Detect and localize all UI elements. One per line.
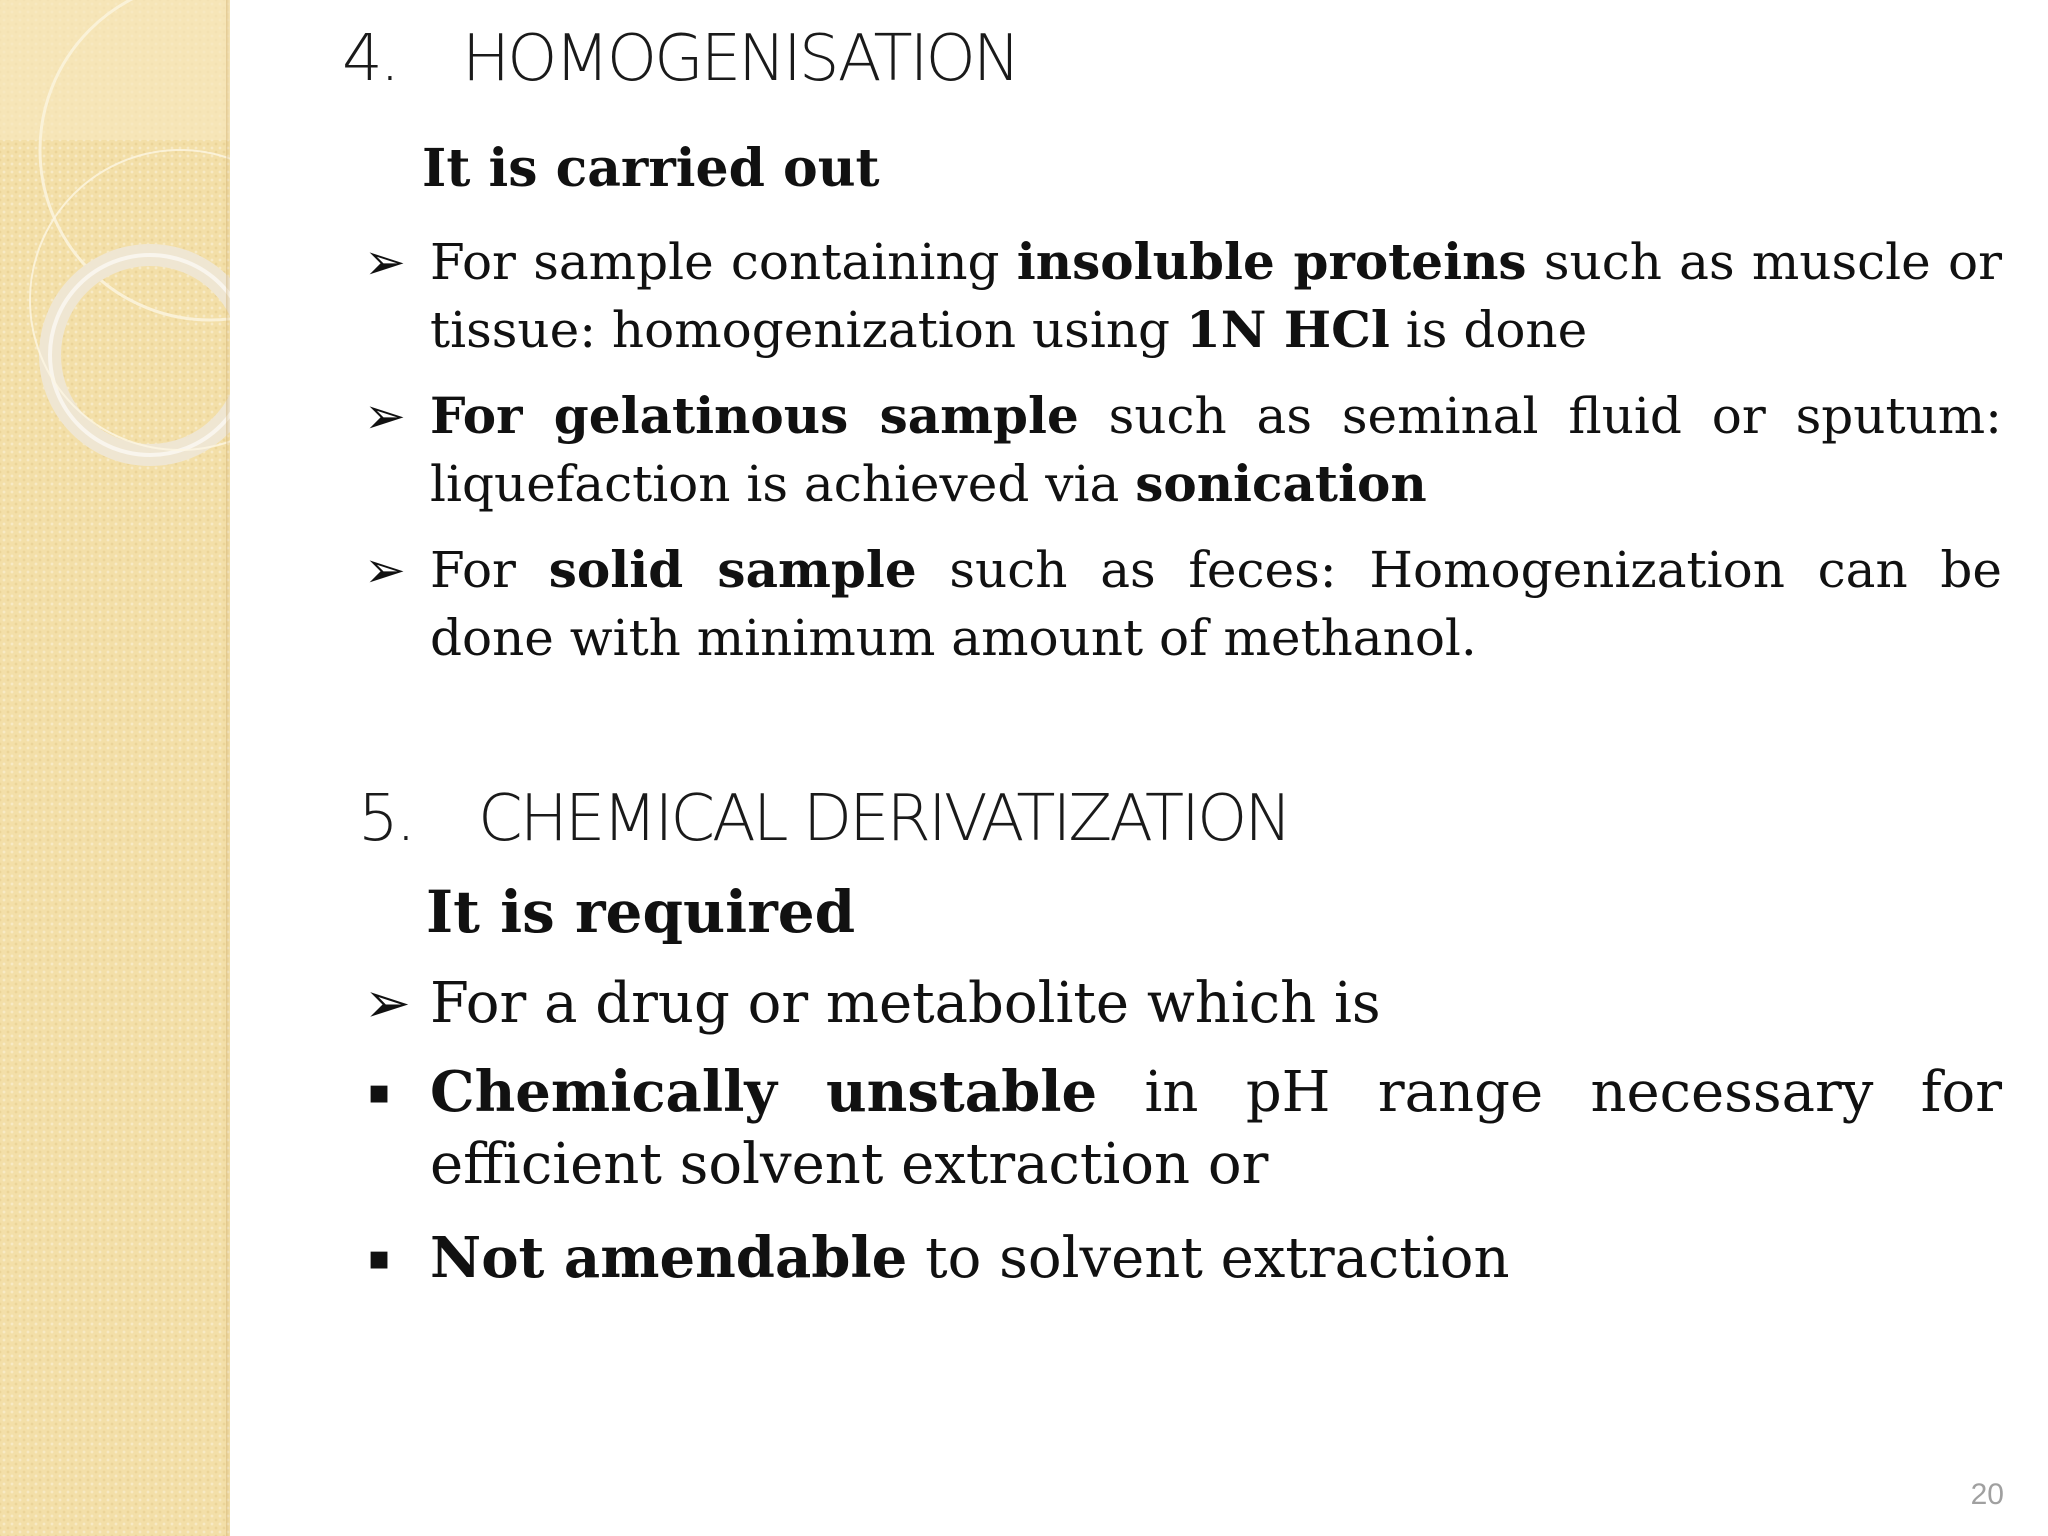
section-5-bullet: For a drug or metabolite which is (430, 971, 1381, 1036)
decorative-rings (0, 0, 230, 520)
section-4-bullet: For solid sample such as feces: Homogenization can be done with minimum amount of methanol. (430, 540, 2003, 667)
section-5-title: CHEMICAL DERIVATIZATION (478, 782, 1290, 856)
section-5-heading (358, 782, 1289, 856)
square-bullet-icon: ▪ (367, 1238, 391, 1278)
bullet-arrow-icon: ➢ (364, 233, 406, 291)
section-4-number: 4. (342, 22, 398, 96)
section-5-bullet: Chemically unstable in pH range necessary for efficient solvent extraction or (430, 1059, 2002, 1197)
bullet-arrow-icon: ➢ (364, 541, 406, 599)
decorative-side-band (0, 0, 230, 1536)
section-4-bullet: For sample containing insoluble proteins such as muscle or tissue: homogenization using 1N HCl is done (430, 232, 2002, 359)
square-bullet-icon: ▪ (367, 1072, 391, 1112)
page-number: 20 (1970, 1478, 2004, 1511)
section-4-heading (342, 22, 1018, 96)
bullet-arrow-icon: ➢ (364, 387, 406, 445)
section-5-number: 5. (358, 782, 414, 856)
section-4-intro: It is carried out (422, 138, 880, 199)
section-5-bullet: Not amendable to solvent extraction (430, 1225, 1510, 1291)
bullet-arrow-icon: ➢ (364, 971, 411, 1036)
section-5-intro: It is required (426, 878, 856, 946)
section-4-title: HOMOGENISATION (462, 22, 1018, 96)
section-4-bullet: For gelatinous sample such as seminal fluid or sputum: liquefaction is achieved via sonication (430, 386, 2002, 513)
